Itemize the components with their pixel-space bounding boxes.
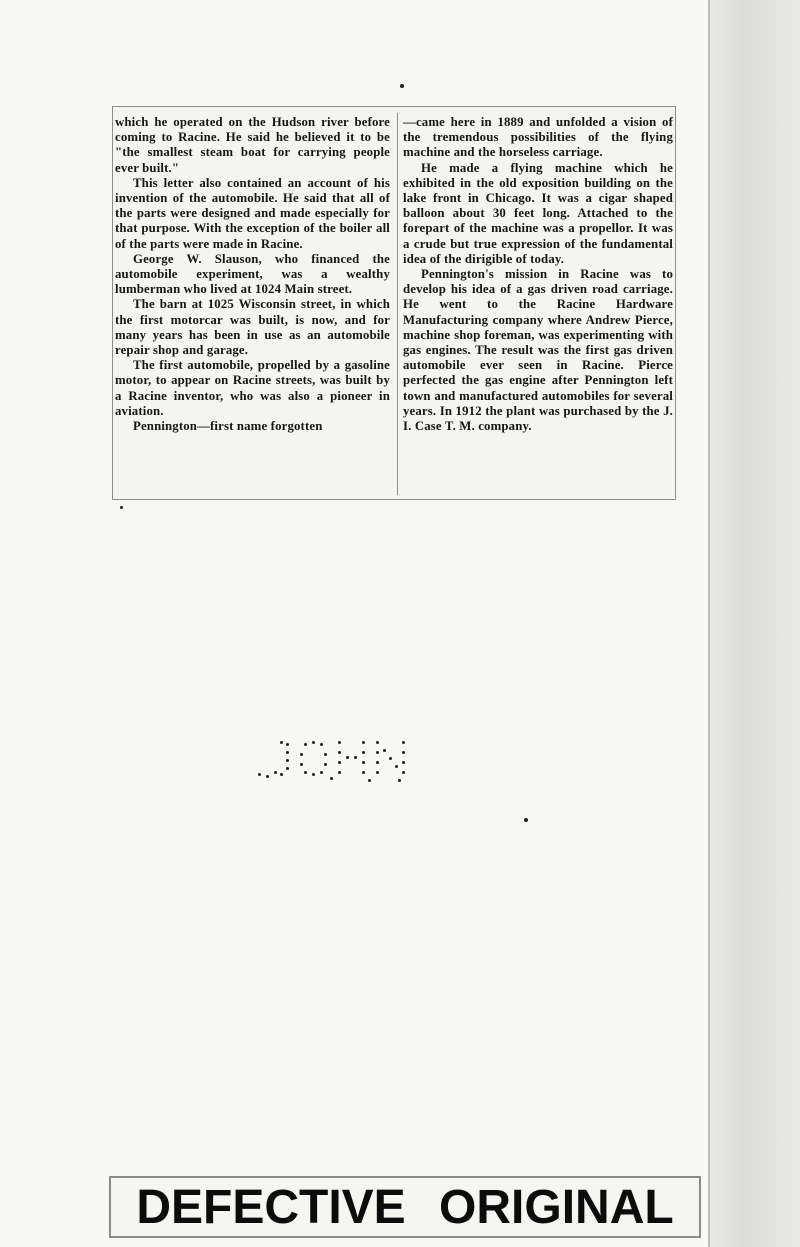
article-paragraph: —came here in 1889 and unfolded a vision of the tremendous possibilities of the flying machine and the horseless carriage. — [403, 115, 673, 160]
article-paragraph: The first automobile, propelled by a gasoline motor, to appear on Racine streets, was built by a Racine inventor, who was also a pioneer in aviation. — [115, 358, 390, 418]
article-paragraph: He made a flying machine which he exhibited in the old exposition building on the lake front in Chicago. It was a cigar shaped balloon about 30 feet long. Attached to the forepart of the machine was a propellor. It was a crude but true expression of the fundamental idea of the dirigible of today. — [403, 160, 673, 266]
column-divider — [397, 113, 398, 495]
article-paragraph: Pennington's mission in Racine was to develop his idea of a gas driven road carriage. He went to the Racine Hardware Manufacturing company where Andrew Pierce, machine shop foreman, was experimenting with gas engines. The result was the first gas driven automobile ever seen in Racine. Pierce perfected the gas engine after Pennington left town and manufactured automobiles for several years. In 1912 the plant was purchased by the J. I. Case T. M. company. — [403, 267, 673, 434]
article-paragraph: which he operated on the Hudson river before coming to Racine. He said he believed it to be "the smallest steam boat for carrying people ever built." — [115, 115, 390, 175]
perforation-stamp — [250, 733, 420, 793]
print-speck — [120, 506, 123, 509]
article-paragraph: The barn at 1025 Wisconsin street, in which the first motorcar was built, is now, and for many years has been in use as an automobile repair shop and garage. — [115, 297, 390, 358]
article-paragraph: George W. Slauson, who financed the automobile experiment, was a wealthy lumberman who lived at 1024 Main street. — [115, 251, 390, 297]
article-paragraph: This letter also contained an account of his invention of the automobile. He said that all of the parts were designed and made especially for that purpose. With the exception of the boiler all of the parts were made in Racine. — [115, 175, 390, 251]
newspaper-clipping — [112, 106, 676, 500]
print-speck — [524, 818, 528, 822]
article-left-column — [115, 115, 390, 434]
article-right-column — [403, 115, 673, 434]
article-paragraph: Pennington—first name forgotten — [133, 419, 323, 434]
page-edge-strip — [708, 0, 800, 1247]
print-speck — [400, 84, 404, 88]
defective-original-label: DEFECTIVE ORIGINAL — [109, 1176, 701, 1238]
